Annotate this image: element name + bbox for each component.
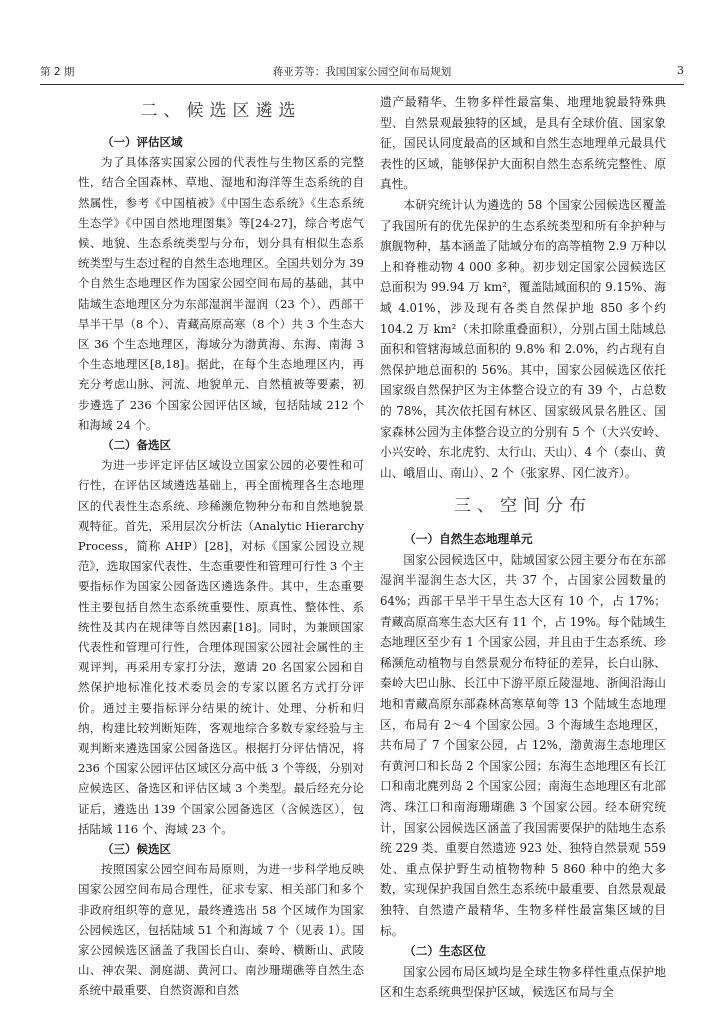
subheading-candidate-areas: （三）候选区 [102, 842, 171, 857]
subheading-eco-geographic-units: （一）自然生态地理单元 [404, 532, 533, 547]
subheading-assessment-areas: （一）评估区域 [102, 135, 183, 149]
header-rule [40, 84, 684, 85]
issue-number: 第 2 期 [40, 66, 75, 78]
running-title: 蒋亚芳等：我国国家公园空间布局规划 [272, 66, 452, 78]
left-column [78, 92, 364, 1001]
paragraph-continued: 遗产最精华、生物多样性最富集、地理地貌最特殊典型、自然景观最独特的区域，是具有全球价值、国家象征，国民认同度最高的区域和自然生态地理单元最具代表性的区域，能够保护大面积自然生态系统完整性、原真性。 [380, 95, 666, 192]
paragraph-statistics: 本研究统计认为遴选的 58 个国家公园候选区覆盖了我国所有的优先保护的生态系统类型和所有伞护种与旗舰物种，基本涵盖了陆域分布的高等植物 2.9 万种以上和脊椎动物 4 000 多种。初步划定国家公园候选区总面积为 99.94 万 km²，覆盖陆域面积的 9.15%、海域 4.01%，涉及现有各类自然保护地 850 多个约 104.2 万 km²（未扣除重叠面积），分别占国土陆域总面积和管辖海域总面积的 9.8% 和 2.0%，约占现有自然保护地总面积的 56%。其中，国家公园候选区依托国家级自然保护区为主体整合设立的有 39 个，占总数的 78%，其次依托国有林区、国家级风景名胜区、国家森林公园为主体整合设立的分别有 5 个（大兴安岭、小兴安岭、东北虎豹、太行山、天山）、4 个（泰山、黄山、峨眉山、南山）、2 个（张家界、冈仁波齐）。 [380, 197, 666, 480]
paragraph-reserve-areas: 为进一步评定评估区域设立国家公园的必要性和可行性，在评估区域遴选基础上，再全面梳理各生态地理区的代表性生态系统、珍稀濒危物种分布和自然地貌景观特征。首先，采用层次分析法（Analytic Hierarchy Process，简称 AHP）[28]，对标《国家公园设立规范》，选取国家代表性、生态重要性和管理可行性 3 个主要指标作为国家公园备选区遴选条件。其中，生态重要性主要包括自然生态系统重要性、原真性、整体性、系统性及其内在规律等自然因素[18]。同时，为兼顾国家代表性和管理可行性，合理体现国家公园社会属性的主观评判，再采用专家打分法，邀请 20 名国家公园和自然保护地标准化技术委员会的专家以匿名方式打分评价。通过主要指标评分结果的统计、处理、分析和归纳，构建比较判断矩阵，客观地综合多数专家经验与主观判断来遴选国家公园备选区。根据打分评估情况，将 236 个国家公园评估区域区分高中低 3 个等级，分别对应候选区、备选区和评估区域 3 个类型。最后经充分论证后，遴选出 139 个国家公园备选区（含候选区），包括陆域 116 个、海域 23 个。 [78, 458, 364, 836]
page-number: 3 [677, 64, 684, 77]
page-header [40, 62, 684, 82]
paragraph-assessment-areas: 为了具体落实国家公园的代表性与生物区系的完整性，结合全国森林、草地、湿地和海洋等生态系统的自然属性，参考《中国植被》《中国生态系统》《生态系统生态学》《中国自然地理图集》等[24-27]，综合考虑气候、地貌、生态系统类型与分布，划分具有相似生态系统类型与生态过程的自然生态地理区。全国共划分为 39 个自然生态地理区作为国家公园空间布局的基础，其中陆域生态地理区分为东部湿润半湿润（23 个）、西部干旱半干旱（8 个）、青藏高原高寒（8 个）共 3 个生态大区 36 个生态地理区，海域分为渤黄海、东海、南海 3 个生态地理区[8,18]。据此，在每个生态地理区内，再充分考虑山脉、河流、地貌单元、自然植被等要素，初步遴选了 236 个国家公园评估区域，包括陆域 212 个和海域 24 个。 [78, 155, 364, 432]
right-column [380, 92, 666, 1003]
paragraph-candidate-areas: 按照国家公园空间布局原则，为进一步科学地反映国家公园空间布局合理性，征求专家、相关部门和多个非政府组织等的意见，最终遴选出 58 个区域作为国家公园候选区，包括陆域 51 个和海域 7 个（见表 1）。国家公园候选区涵盖了我国长白山、秦岭、横断山、武陵山、神农架、洞庭湖、黄河口、南沙珊瑚礁等自然生态系统中最重要、自然资源和自然 [78, 862, 364, 998]
subheading-ecological-location: （二）生态区位 [404, 944, 486, 959]
paragraph-eco-geographic-units: 国家公园候选区中，陆域国家公园主要分布在东部湿润半湿润生态大区，共 37 个，占国家公园数量的 64%；西部干旱半干旱生态大区有 10 个，占 17%；青藏高原高寒生态大区有 11 个，占 19%。每个陆域生态地理区至少有 1 个国家公园，并且由于生态系统、珍稀濒危动植物与自然景观分布特征的差异，长白山脉、秦岭大巴山脉、长江中下游平原丘陵湿地、浙闽沿海山地和青藏高原东部森林高寒草甸等 13 个陆域生态地理区，布局有 2～4 个国家公园。3 个海域生态地理区，共布局了 7 个国家公园，占 12%，渤黄海生态地理区有黄河口和长岛 2 个国家公园；东海生态地理区有长江口和南北麂列岛 2 个国家公园；南海生态地理区有北部湾、珠江口和南海珊瑚礁 3 个国家公园。经本研究统计，国家公园候选区涵盖了我国需要保护的陆地生态系统 229 类、重要自然遗迹 923 处、独特自然景观 559 处、重点保护野生动植物物种 5 860 种中的绝大多数，实现保护我国自然生态系统中最重要、自然景观最独特、自然遗产最精华、生物多样性最富集区域的目标。 [380, 552, 666, 938]
section-title-spatial-distribution: 三、空间分布 [454, 496, 592, 517]
subheading-reserve-areas: （二）备选区 [102, 438, 171, 453]
section-title-candidate-selection: 二、候选区遴选 [140, 101, 302, 121]
paragraph-ecological-location: 国家公园布局区域均是全球生物多样性重点保护地区和生态系统典型保护区域，候选区布局与全 [380, 964, 666, 1000]
